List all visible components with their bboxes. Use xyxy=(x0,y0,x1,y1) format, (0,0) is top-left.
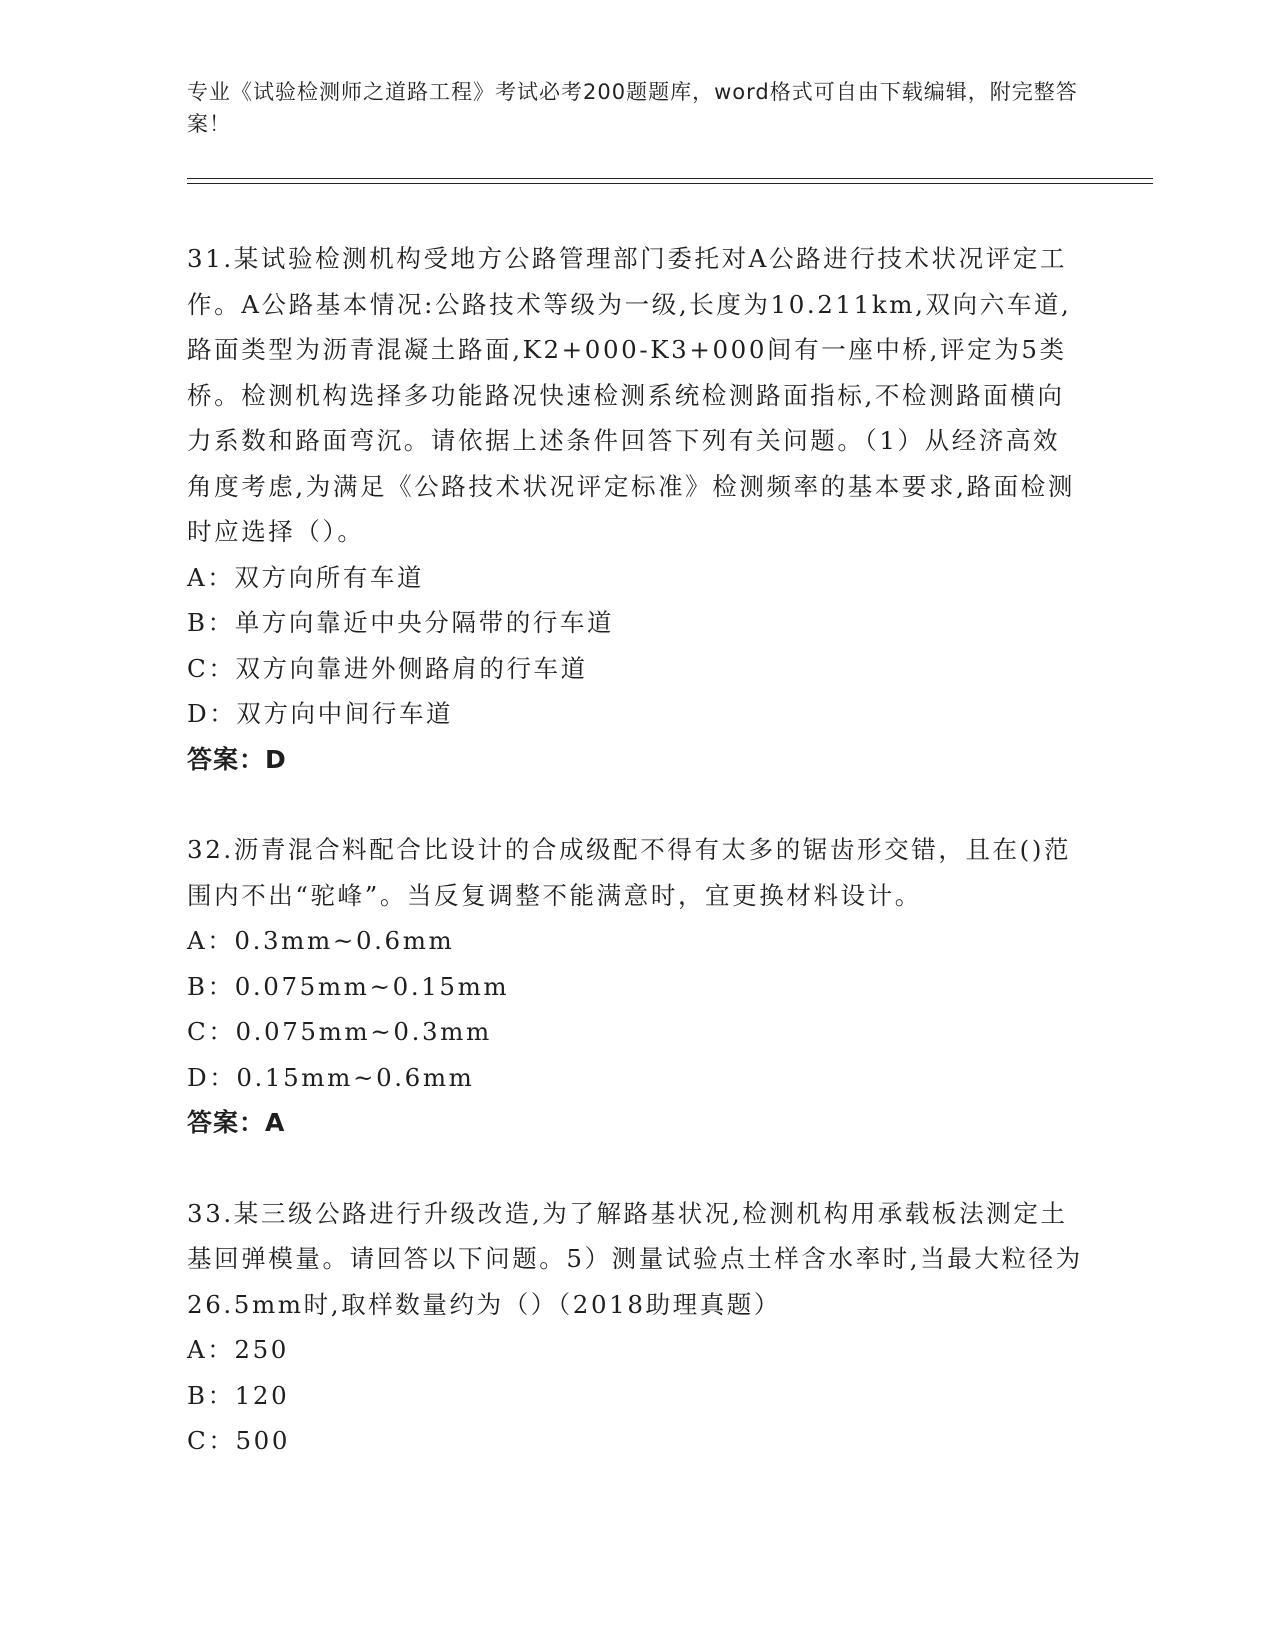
answer: 答案：D xyxy=(187,744,287,774)
question-32 xyxy=(187,827,1087,1146)
option-b: B：0.075mm~0.15mm xyxy=(187,971,510,1001)
option-b: B：单方向靠近中央分隔带的行车道 xyxy=(187,608,615,637)
question-33 xyxy=(187,1191,1087,1464)
header-divider-top xyxy=(187,178,1153,179)
option-d: D：双方向中间行车道 xyxy=(187,699,454,728)
question-list xyxy=(187,236,1087,1464)
header-title: 专业《试验检测师之道路工程》考试必考200题题库，word格式可自由下载编辑，附完整答案！ xyxy=(187,80,1078,136)
question-spacer xyxy=(187,1146,1087,1191)
header-divider-bottom xyxy=(187,183,1153,184)
question-text: 32.沥青混合料配合比设计的合成级配不得有太多的锯齿形交错，且在()范围内不出“驼峰”。当反复调整不能满意时，宜更换材料设计。 xyxy=(187,835,1072,910)
option-a: A：250 xyxy=(187,1335,289,1364)
option-c: C：0.075mm~0.3mm xyxy=(187,1017,492,1046)
question-spacer xyxy=(187,782,1087,827)
option-c: C：双方向靠进外侧路肩的行车道 xyxy=(187,653,588,683)
question-text: 33.某三级公路进行升级改造,为了解路基状况,检测机构用承载板法测定土基回弹模量。请回答以下问题。5）测量试验点土样含水率时,当最大粒径为26.5mm时,取样数量约为（）（2018助理真题） xyxy=(187,1198,1083,1319)
option-c: C：500 xyxy=(187,1426,291,1455)
question-text: 31.某试验检测机构受地方公路管理部门委托对A公路进行技术状况评定工作。A公路基本情况:公路技术等级为一级,长度为10.211km,双向六车道,路面类型为沥青混凝土路面,K2+000-K3+000间有一座中桥,评定为5类桥。检测机构选择多功能路况快速检测系统检测路面指标,不检测路面横向力系数和路面弯沉。请依据上述条件回答下列有关问题。（1）从经济高效角度考虑,为满足《公路技术状况评定标准》检测频率的基本要求,路面检测时应选择（）。 xyxy=(187,244,1075,546)
document-header xyxy=(187,76,1087,140)
option-b: B：120 xyxy=(187,1380,290,1410)
option-d: D：0.15mm~0.6mm xyxy=(187,1062,475,1092)
option-a: A：双方向所有车道 xyxy=(187,562,425,592)
option-a: A：0.3mm~0.6mm xyxy=(187,926,455,955)
answer: 答案：A xyxy=(187,1108,286,1137)
question-31 xyxy=(187,236,1087,782)
